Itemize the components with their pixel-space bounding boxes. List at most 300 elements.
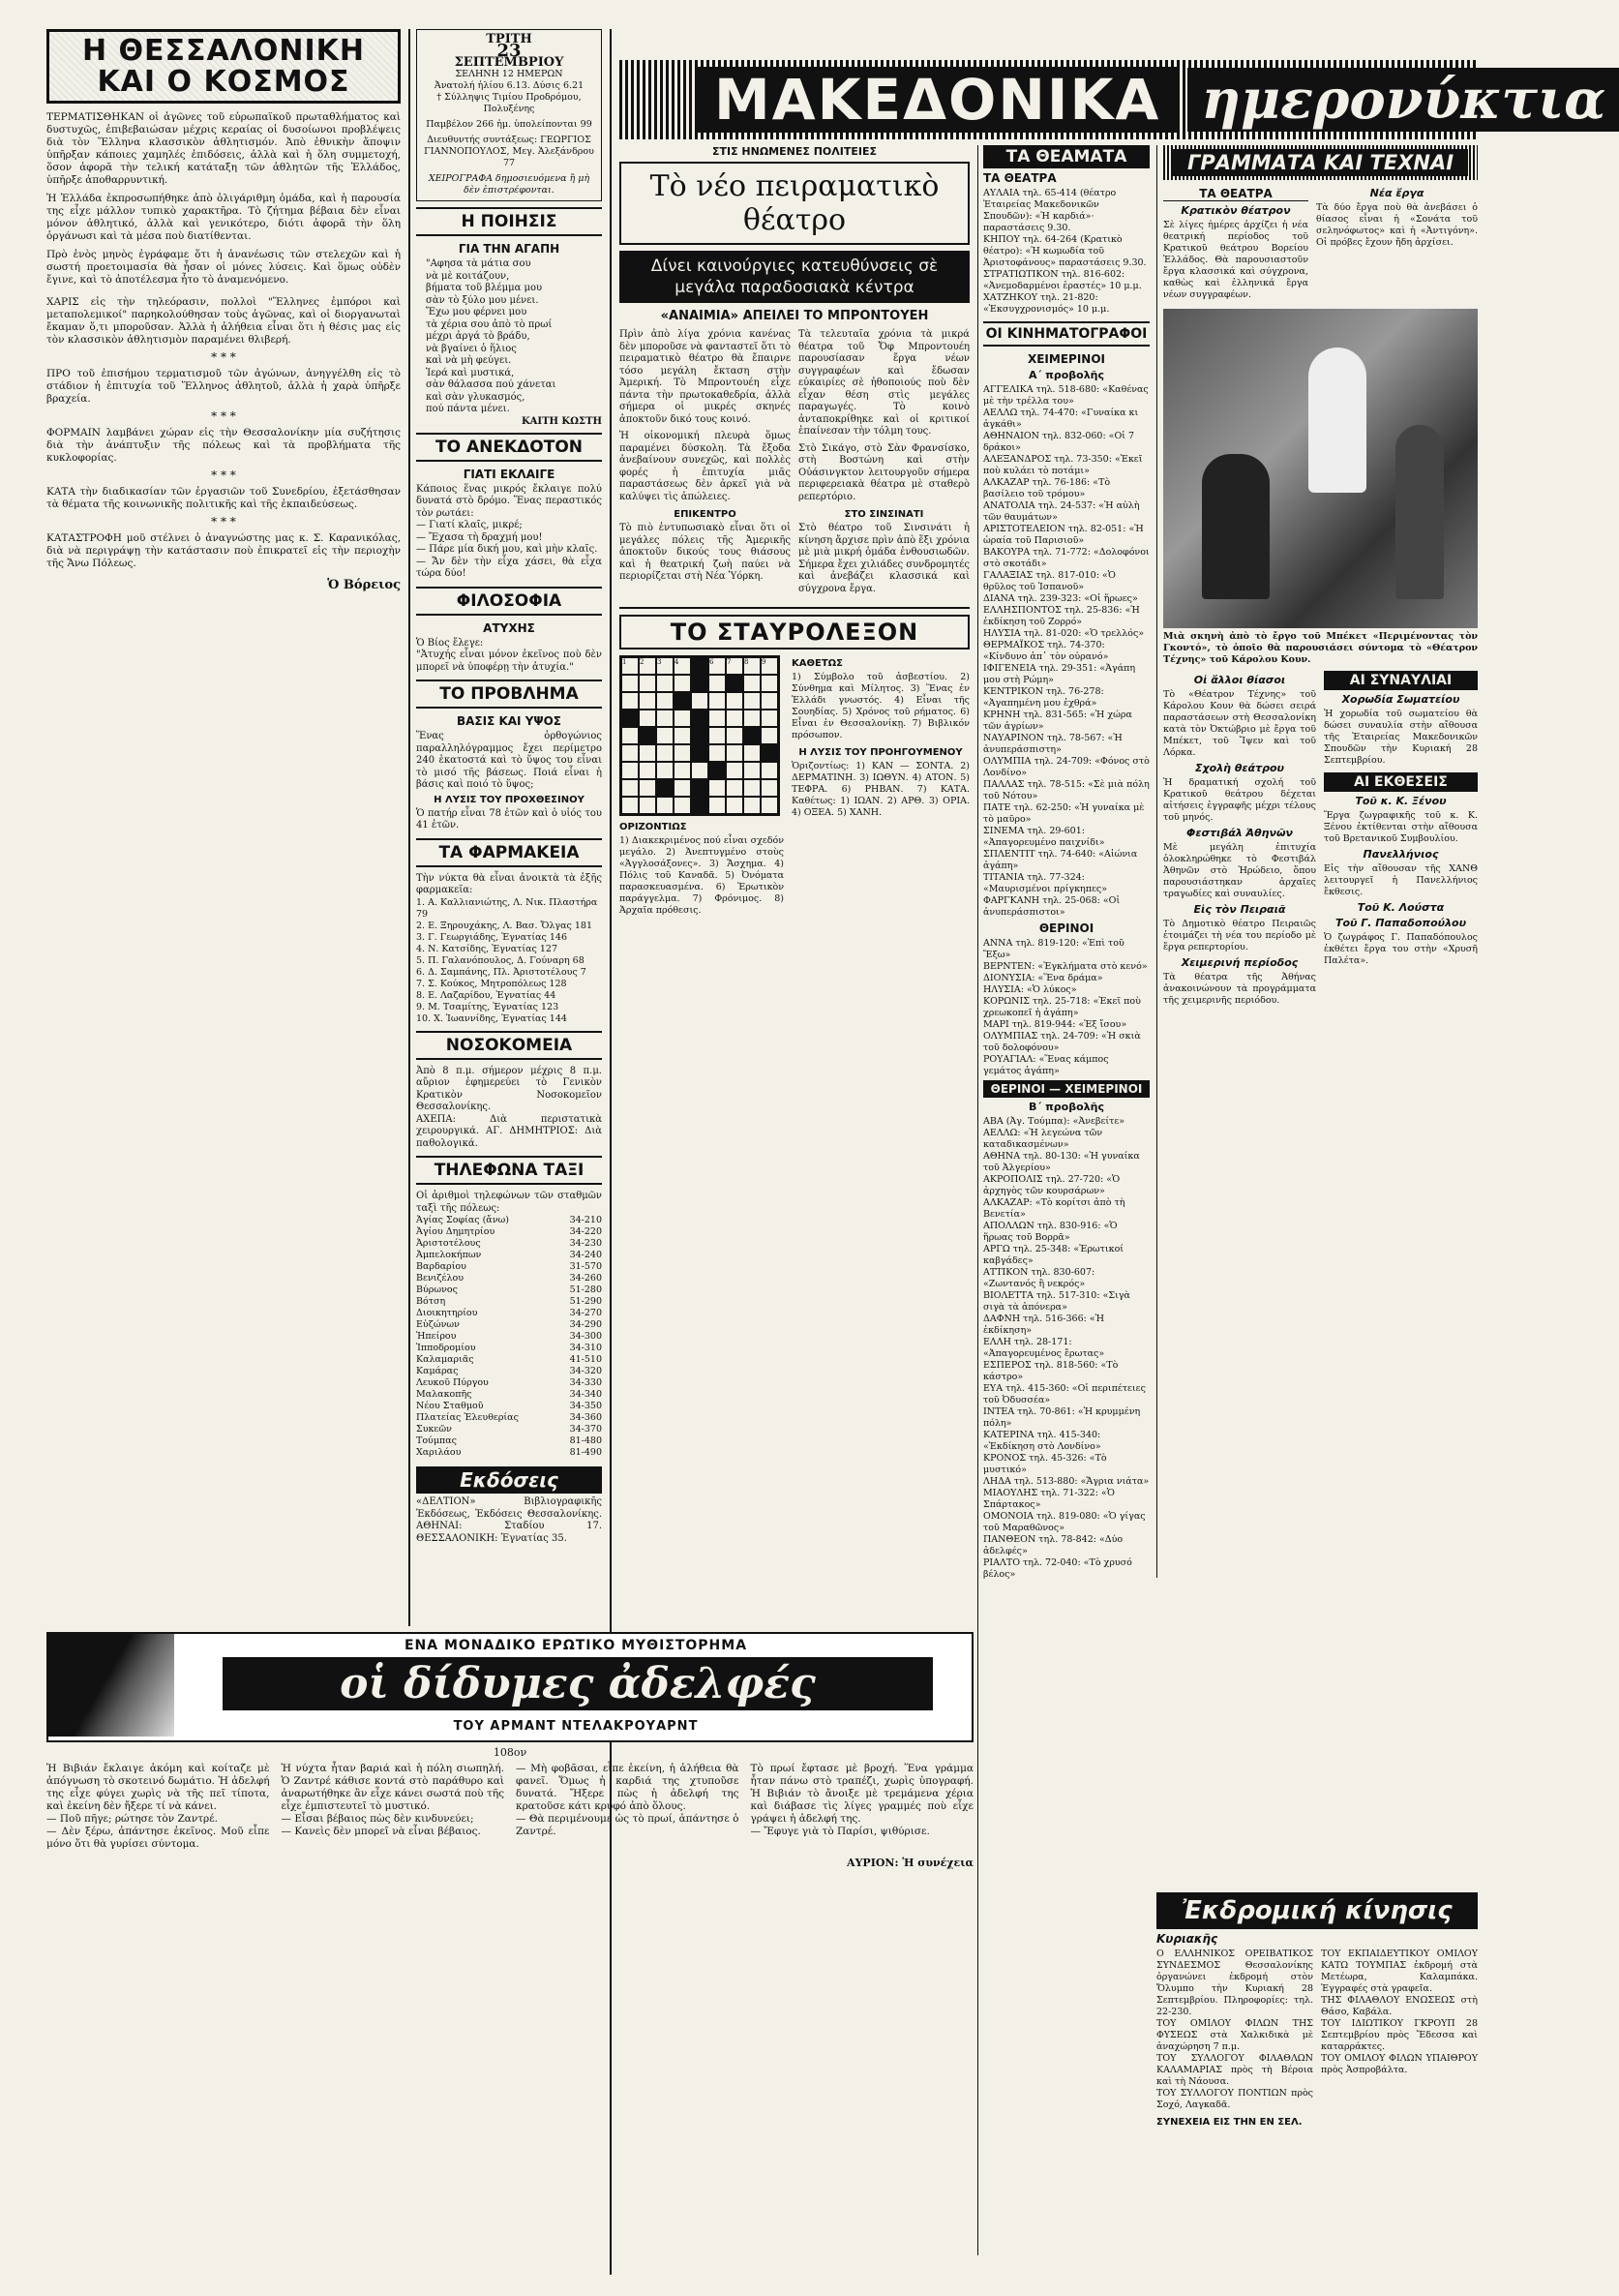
solution-heading: Η ΛΥΣΙΣ ΤΟΥ ΠΡΟΧΘΕΣΙΝΟΥ xyxy=(434,794,585,805)
exhibitions-heading: ΑΙ ΕΚΘΕΣΕΙΣ xyxy=(1324,772,1478,792)
crossword-cell xyxy=(743,692,761,710)
excursions-heading: Ἐκδρομική κίνησις xyxy=(1156,1892,1478,1929)
left-headline: Η ΘΕΣΣΑΛΟΝΙΚΗ ΚΑΙ Ο ΚΟΣΜΟΣ xyxy=(46,29,401,104)
crossword-grid xyxy=(619,655,780,816)
article-paragraph: ΦΟΡΜΑΙΝ λαμβάνει χώραν εἰς τὴν Θεσσαλονίκην μία συζήτησις διὰ τὴν ἀνάπτυξιν τῆς πόλεως καὶ τὰ προβλήματα τῆς κυκλοφορίας. xyxy=(46,427,401,464)
taxi-station: Νέου Σταθμοῦ xyxy=(416,1401,484,1411)
crossword-cell xyxy=(674,762,691,779)
exhibition-title: Πανελλήνιος xyxy=(1363,848,1439,861)
crossword-cell xyxy=(743,779,761,797)
moon-phase: ΣΕΛΗΝΗ 12 ΗΜΕΡΩΝ xyxy=(455,69,563,79)
taxi-entry xyxy=(416,1343,602,1354)
arts-paragraph: Τὰ δύο ἔργα ποὺ θὰ ἀνεβάσει ὁ θίασος εἶναι ἡ «Σονάτα τοῦ σεληνόφωτος» καὶ ἡ «Ἀντιγόνη». Οἱ πρόβες ἔχουν ἤδη ἀρχίσει. xyxy=(1316,202,1478,248)
serial-kicker: ΕΝΑ ΜΟΝΑΔΙΚΟ ΕΡΩΤΙΚΟ ΜΥΘΙΣΤΟΡΗΜΑ xyxy=(404,1638,748,1653)
taxi-phone: 34-360 xyxy=(569,1412,602,1423)
crossword-cell xyxy=(621,692,639,710)
article-subtitle: Δίνει καινούργιες κατευθύνσεις σὲ μεγάλα παραδοσιακὰ κέντρα xyxy=(619,251,970,303)
taxi-entry xyxy=(416,1366,602,1377)
serial-episode: 108ον xyxy=(493,1746,527,1759)
theatre-article xyxy=(619,145,970,917)
serial-text: Τὸ πρωί ἔφτασε μὲ βροχή. Ἕνα γράμμα ἦταν πάνω στὸ τραπέζι, χωρὶς ὑπογραφή. Ἡ Βιβιάν τὸ ἄνοιξε μὲ τρεμάμενα χέρια καὶ διάβασε τὶς λίγες γραμμές ποὺ εἶχε γράψει ἡ ἀδελφή της. — Ἔφυγε γιὰ τὸ Παρίσι, ψιθύρισε. xyxy=(750,1763,974,1837)
separator: * * * xyxy=(211,409,236,423)
crossword-cell xyxy=(656,727,674,744)
serial-continued: ΑΥΡΙΟΝ: Ἡ συνέχεια xyxy=(847,1857,974,1869)
crossword-section xyxy=(619,607,970,917)
banner-subtitle: ημερονύκτια xyxy=(1187,68,1619,132)
serial-author: ΤΟΥ ΑΡΜΑΝΤ ΝΤΕΛΑΚΡΟΥΑΡΝΤ xyxy=(453,1719,699,1734)
taxi-entry xyxy=(416,1354,602,1366)
crossword-cell xyxy=(621,675,639,692)
crossword-cell xyxy=(691,692,708,710)
taxi-phone: 34-350 xyxy=(569,1401,602,1411)
serial-text: Ἡ νύχτα ἦταν βαριά καὶ ἡ πόλη σιωπηλή. Ὁ Ζαντρέ κάθισε κοντά στὸ παράθυρο καὶ ἀναρωτήθηκε ἂν εἶχε κάνει σωστά ποὺ τῆς εἶχε ἐμπιστευτεῖ τὸ μυστικό. — Εἶσαι βέβαιος πὼς δὲν κινδυνεύει; — Κανεὶς δὲν μπορεῖ νὰ εἶναι βέβαιος. xyxy=(281,1763,504,1837)
taxi-entry xyxy=(416,1401,602,1412)
taxi-entry xyxy=(416,1319,602,1331)
taxi-station: Συκεῶν xyxy=(416,1424,452,1435)
taxi-station: Ἀγίου Δημητρίου xyxy=(416,1226,495,1237)
column-rule xyxy=(408,29,410,1626)
taxi-station: Βύρωνος xyxy=(416,1284,458,1295)
crossword-cell xyxy=(708,744,726,762)
arts-column xyxy=(1163,145,1478,1007)
taxi-station: Ἱπποδρομίου xyxy=(416,1343,476,1353)
crossword-cell: 2 xyxy=(639,657,656,675)
taxi-station: Λευκοῦ Πύργου xyxy=(416,1377,489,1388)
separator: * * * xyxy=(211,468,236,482)
figure-silhouette xyxy=(1202,454,1270,599)
crossword-cell xyxy=(656,779,674,797)
poet-name: ΚΑΙΤΗ ΚΩΣΤΗ xyxy=(521,415,602,427)
arts-paragraph: Τὸ Δημοτικὸ θέατρο Πειραιῶς ἑτοιμάζει τὴ νέα του περίοδο μὲ ἔργα ρεπερτορίου. xyxy=(1163,919,1316,952)
crossword-heading: ΤΟ ΣΤΑΥΡΟΛΕΞΟΝ xyxy=(619,615,970,650)
crossword-cell: 6 xyxy=(708,657,726,675)
arts-paragraph: Εἰς τὴν αἴθουσαν τῆς ΧΑΝΘ λειτουργεῖ ἡ Πανελλήνιος ἔκθεσις. xyxy=(1324,863,1478,897)
arts-paragraph: Τὰ θέατρα τῆς Ἀθήνας ἀνακοινώνουν τὰ προγράμματα τῆς χειμερινῆς περιόδου. xyxy=(1163,972,1316,1006)
crossword-cell xyxy=(621,797,639,814)
crossword-cell xyxy=(691,710,708,727)
serial-header xyxy=(46,1632,974,1742)
crossword-cell xyxy=(621,762,639,779)
serial-illustration xyxy=(48,1634,174,1737)
sun-times: Ἀνατολή ἡλίου 6.13. Δύσις 6.21 xyxy=(434,80,585,91)
taxi-entry xyxy=(416,1238,602,1250)
taxi-phone: 34-220 xyxy=(569,1226,602,1237)
summer-cinemas: ΘΕΡΙΝΟΙ xyxy=(1038,921,1094,935)
anecdote-text: Κάποιος ἕνας μικρός ἔκλαιγε πολύ δυνατά στὸ δρόμο. Ἕνας περαστικός τὸν ρωτάει: — Γιατί κλαῖς, μικρέ; — Ἔχασα τὴ δραχμή μου! — Πάρε μία δική μου, καὶ μὴν κλαῖς. — Ἄν δὲν τὴν εἶχα χάσει, θὰ εἶχα τώρα δύο! xyxy=(416,483,602,579)
concerts-heading: ΑΙ ΣΥΝΑΥΛΙΑΙ xyxy=(1324,671,1478,690)
both-cinemas: ΘΕΡΙΝΟΙ — ΧΕΙΜΕΡΙΝΟΙ xyxy=(983,1080,1150,1098)
column-rule xyxy=(610,29,612,2275)
taxi-intro: Οἱ ἀριθμοὶ τηλεφώνων τῶν σταθμῶν ταξὶ τῆς πόλεως: xyxy=(416,1191,602,1214)
taxi-station: Βαρδαρίου xyxy=(416,1261,466,1272)
crossword-cell: 7 xyxy=(726,657,743,675)
taxi-station: Καμάρας xyxy=(416,1366,459,1376)
crossword-cell xyxy=(743,744,761,762)
down-clues: 1) Σύμβολο τοῦ ἀσβεστίου. 2) Σύνθημα καὶ Μίλητος. 3) Ἕνας ἐν Ἑλλάδι γνωστός. 4) Εἶναι τῆς Σουηδίας. 5) Χρόνος τοῦ ρήματος. 6) Εἶναι ἐν Θεσσαλονίκῃ. 7) Βιβλικόν πρόσωπον. xyxy=(792,672,970,740)
column-rule xyxy=(977,145,978,2255)
continued-note: ΣΥΝΕΧΕΙΑ ΕΙΣ ΤΗΝ ΕΝ ΣΕΛ. xyxy=(1156,2117,1303,2128)
crossword-cell xyxy=(656,675,674,692)
crossword-cell xyxy=(726,779,743,797)
column-signature: Ὁ Βόρειος xyxy=(327,578,401,592)
crossword-cell xyxy=(656,797,674,814)
left-column xyxy=(46,29,401,592)
arts-paragraph: Ἡ χορωδία τοῦ σωματείου θὰ δώσει συναυλία στὴν αἴθουσα τῆς Ἑταιρείας Μακεδονικῶν Σπουδῶν τὴν Κυριακή 28 Σεπτεμβρίου. xyxy=(1324,709,1478,766)
taxi-entry xyxy=(416,1308,602,1319)
editor-info: Διευθυντής συντάξεως: ΓΕΩΡΓΙΟΣ ΓΙΑΝΝΟΠΟΥΛΟΣ, Μεγ. Ἀλεξάνδρου 77 xyxy=(424,135,594,168)
crossword-cell xyxy=(674,692,691,710)
article-paragraph: Ἡ Ἑλλάδα ἐκπροσωπήθηκε ἀπὸ ὀλιγάριθμη ὁμάδα, καὶ ἡ παρουσία της εἶχε μάλλον τυπικὸ χαρακτῆρα. Τὸ ζήτημα βέβαια δὲν εἶναι μόνον ἀθλητικό, ἀλλὰ καὶ γενικότερο, διότι ἀφορᾶ τὴν ὅλη ὀργάνωσι καὶ τὰ μέσα ποὺ διατίθενται. xyxy=(46,193,401,242)
pharmacy-entry: 6. Δ. Σαμπάνης, Πλ. Ἀριστοτέλους 7 xyxy=(416,966,586,978)
taxi-entry xyxy=(416,1424,602,1435)
hospital-text: Ἀπὸ 8 π.μ. σήμερον μέχρις 8 π.μ. αὔριον ἐφημερεύει τὸ Γενικὸν Κρατικὸν Νοσοκομεῖον Θεσσαλονίκης. xyxy=(416,1065,602,1112)
article-paragraph: Στὸ θέατρο τοῦ Σινσινάτι ἡ κίνηση ἄρχισε πρὶν ἀπὸ ἕξι χρόνια μὲ μιὰ μικρή ὁμάδα ἐνθουσιωδῶν. Σήμερα ἔχει χιλιάδες συνδρομητές καὶ ἀνεβάζει κλασσικά καὶ σύγχρονα ἔργα. xyxy=(798,523,970,594)
excursions-section xyxy=(1156,1892,1478,2128)
crossword-cell xyxy=(674,744,691,762)
article-paragraph: ΤΕΡΜΑΤΙΣΘΗΚΑΝ οἱ ἀγῶνες τοῦ εὐρωπαϊκοῦ πρωταθλήματος καὶ δυστυχῶς, ἐπιβεβαιώσαν μέχρις κεραίας οἱ δυσοίωνοι προβλέψεις διὰ τὸν Ἕλληνα κλασσικὸν ἀθλητισμόν. Ἀπὸ ἐθνικὴν ἄποψιν ὑπῆρξαν κάποιες χαμηλές ἐπιδόσεις, ἀλλὰ καὶ ἡ ὅλη συμμετοχή, ὅσον ἀφορᾶ τὴν τελική κατάταξη τῶν ἀθλητῶν τῆς Ἑλλάδος, ὑπῆρξε ἀποθαρρυντική. xyxy=(46,111,401,186)
crossword-cell xyxy=(761,744,778,762)
taxi-phone: 34-240 xyxy=(569,1250,602,1260)
athens-festival: Φεστιβάλ Ἀθηνῶν xyxy=(1185,827,1294,839)
crossword-cell xyxy=(656,744,674,762)
taxi-entry xyxy=(416,1284,602,1296)
article-byline: «ΑΝΑΙΜΙΑ» ΑΠΕΙΛΕΙ ΤΟ ΜΠΡΟΝΤΟΥΕΗ xyxy=(660,309,929,323)
article-paragraph: Τὰ τελευταῖα χρόνια τὰ μικρά θέατρα τοῦ Ὄφ Μπροντουέη παρουσίασαν ἔργα νέων συγγραφέων καὶ ἔδωσαν εὐκαιρίες σὲ ἠθοποιούς ποὺ δὲν εἶχαν θέση στὶς μεγάλες παραγωγές. Τὸ κοινὸ ἀνταποκρίθηκε καὶ οἱ κριτικοί ἐπαίνεσαν τὴν τόλμη τους. xyxy=(798,329,970,437)
article-paragraph: Ἡ οἰκονομική πλευρὰ ὅμως παραμένει δύσκολη. Τὰ ἔξοδα ἀνεβαίνουν συνεχῶς, καὶ πολλὲς φορές ἡ ἐπιτυχία μιᾶς παραστάσεως δὲν ἀρκεῖ γιὰ νὰ καλύψει τὶς ἀπώλειες. xyxy=(619,431,791,502)
taxi-heading: ΤΗΛΕΦΩΝΑ ΤΑΞΙ xyxy=(416,1156,602,1185)
taxi-phone: 81-490 xyxy=(569,1447,602,1458)
banner-title: ΜΑΚΕΔΟΝΙΚΑ xyxy=(697,67,1178,133)
taxi-phone: 34-310 xyxy=(569,1343,602,1353)
editions-heading: Εκδόσεις xyxy=(416,1466,602,1494)
taxi-station: Μαλακοπῆς xyxy=(416,1389,472,1400)
day-number: 23 xyxy=(496,41,522,61)
middle-column xyxy=(416,29,602,1545)
taxi-station: Βενιζέλου xyxy=(416,1273,464,1284)
crossword-cell xyxy=(761,779,778,797)
piraeus: Εἰς τὸν Πειραιᾶ xyxy=(1193,903,1286,916)
pharmacy-list xyxy=(416,897,602,1025)
crossword-cell xyxy=(761,692,778,710)
crossword-cell xyxy=(656,692,674,710)
taxi-station: Ἀγίας Σοφίας (ἄνω) xyxy=(416,1215,509,1225)
taxi-phone: 51-290 xyxy=(569,1296,602,1307)
taxi-phone: 51-280 xyxy=(569,1284,602,1295)
crossword-cell xyxy=(691,744,708,762)
crossword-cell: 8 xyxy=(743,657,761,675)
pharmacy-heading: ΤΑ ΦΑΡΜΑΚΕΙΑ xyxy=(416,838,602,867)
taxi-entry xyxy=(416,1273,602,1284)
serial-title: οἱ δίδυμες ἀδελφές xyxy=(223,1657,933,1710)
crossword-cell xyxy=(708,675,726,692)
crossword-cell xyxy=(708,779,726,797)
crossword-cell xyxy=(726,710,743,727)
photo-caption: Μιὰ σκηνὴ ἀπὸ τὸ ἔργο τοῦ Μπέκετ «Περιμένοντας τὸν Γκοντό», τὸ ὁποῖο θὰ παρουσιάσει σύντομα τὸ «Θέατρον Τέχνης» τοῦ Κάρολου Κουν. xyxy=(1163,631,1478,665)
taxi-phone: 31-570 xyxy=(569,1261,602,1272)
crossword-cell xyxy=(621,744,639,762)
article-kicker: ΣΤΙΣ ΗΝΩΜΕΝΕΣ ΠΟΛΙΤΕΙΕΣ xyxy=(711,145,878,158)
taxi-phone: 34-270 xyxy=(569,1308,602,1318)
article-paragraph: ΚΑΤΑ τὴν διαδικασίαν τῶν ἐργασιῶν τοῦ Συνεδρίου, ἐξετάσθησαν τὰ θέματα τῆς κοινωνικῆς πολιτικῆς καὶ τῆς ἐκπαιδεύσεως. xyxy=(46,486,401,510)
taxi-station: Τούμπας xyxy=(416,1435,457,1446)
month: ΣΕΠΤΕΜΒΡΙΟΥ xyxy=(454,55,564,70)
philosophy-text: Ὁ Βίος ἔλεγε: "Ἀτυχής εἶναι μόνον ἐκεῖνος ποὺ δὲν μπορεῖ νὰ ὑποφέρῃ τὴν ἀτυχία." xyxy=(416,637,602,673)
poetry-subtitle: ΓΙΑ ΤΗΝ ΑΓΑΠΗ xyxy=(458,242,560,256)
shows-column xyxy=(983,145,1150,1581)
crossword-cell xyxy=(639,797,656,814)
article-subhead: ΕΠΙΚΕΝΤΡΟ xyxy=(674,509,736,520)
crossword-cell xyxy=(743,797,761,814)
theatre-photo xyxy=(1163,309,1478,628)
poem-text: "Αφησα τὰ μάτια σου νὰ μὲ κοιτάζουν, βήματα τοῦ βλέμμα μου σὰν τὸ ξύλο μου μένει. Ἔχω μου φέρνει μου τὰ χέρια σου ἀπὸ τὸ πρωί μέχρι ἀργά τὸ βράδυ, νὰ βγαίνει ὁ ἥλιος καὶ νὰ μὴ φεύγει. Ἱερά καὶ μυστικά, σὰν θάλασσα πού χάνεται καὶ σὰν γλυκασμός, πού πάντα μένει. xyxy=(426,258,556,414)
pharmacy-entry: 9. Μ. Τσαμίτης, Ἐγνατίας 123 xyxy=(416,1001,559,1012)
figure-silhouette xyxy=(1395,425,1444,599)
problem-subtitle: ΒΑΣΙΣ ΚΑΙ ΥΨΟΣ xyxy=(457,714,561,728)
crossword-cell: 4 xyxy=(674,657,691,675)
crossword-cell xyxy=(621,727,639,744)
cinemas-list: ΑΓΓΕΛΙΚΑ τηλ. 518-680: «Καθένας μὲ τὴν τρέλλα του» ΑΕΛΛΩ τηλ. 74-470: «Γυναίκα κι ἀγκάθι» ΑΘΗΝΑΙΟΝ τηλ. 832-060: «Οἱ 7 δράκοι» ΑΛΕΞΑΝΔΡΟΣ τηλ. 73-350: «Ἐκεῖ ποὺ κυλάει τὸ ποτάμι» ΑΛΚΑΖΑΡ τηλ. 76-186: «Τὸ βασίλειο τοῦ τρόμου» ΑΝΑΤΟΛΙΑ τηλ. 24-537: «Ἡ αὐλὴ τῶν θαυμάτων» ΑΡΙΣΤΟΤΕΛΕΙΟΝ τηλ. 82-051: «Ἡ ὡραία τοῦ Παρισιοῦ» ΒΑΚΟΥΡΑ τηλ. 71-772: «Δολοφόνοι στὸ σκοτάδι» ΓΑΛΑΞΙΑΣ τηλ. 817-010: «Ὁ θρῦλος τοῦ Ἰσπανοῦ» ΔΙΑΝΑ τηλ. 239-323: «Οἱ ἥρωες» ΕΛΛΗΣΠΟΝΤΟΣ τηλ. 25-836: «Ἡ ἐκδίκηση τοῦ Ζορρό» ΗΛΥΣΙΑ τηλ. 81-020: «Ὁ τρελλός» ΘΕΡΜΑΪΚΟΣ τηλ. 74-370: «Κίνδυνο ἀπ᾽ τὸν οὐρανό» ΙΦΙΓΕΝΕΙΑ τηλ. 29-351: «Ἀγάπη μου στὴ Ρώμη» ΚΕΝΤΡΙΚΟΝ τηλ. 76-278: «Ἀγαπημένη μου ἐχθρά» ΚΡΗΝΗ τηλ. 831-565: «Ἡ χώρα τῶν ἀγρίων» ΝΑΥΑΡΙΝΟΝ τηλ. 78-567: «Ἡ ἀνυπεράσπιστη» ΟΛΥΜΠΙΑ τηλ. 24-709: «Φόνος στὸ Λονδίνο» ΠΑΛΛΑΣ τηλ. 78-515: «Σὲ μιὰ πόλη τοῦ Νότου» ΠΑΤΕ τηλ. 62-250: «Ἡ γυναίκα μὲ τὸ μαῦρο» ΣΙΝΕΜΑ τηλ. 29-601: «Ἀπαγορευμένο παιχνίδι» ΣΠΛΕΝΤΙΤ τηλ. 74-640: «Αἰώνια ἀγάπη» ΤΙΤΑΝΙΑ τηλ. 77-324: «Μαυρισμένοι πρίγκηπες» ΦΑΡΓΚΑΝΗ τηλ. 25-068: «Οἱ ἀνυπεράσπιστοι» xyxy=(983,384,1150,918)
shows-heading: ΤΑ ΘΕΑΜΑΤΑ xyxy=(983,145,1150,168)
taxi-phone: 34-210 xyxy=(569,1215,602,1225)
arts-paragraph: Ἔργα ζωγραφικῆς τοῦ κ. Κ. Ξένου ἐκτίθενται στὴν αἴθουσα τοῦ Βρετανικοῦ Συμβουλίου. xyxy=(1324,810,1478,844)
poetry-heading: Η ΠΟΙΗΣΙΣ xyxy=(416,207,602,236)
crossword-cell xyxy=(708,692,726,710)
pharmacy-entry: 5. Π. Γαλανόπουλος, Δ. Γούναρη 68 xyxy=(416,954,585,966)
article-paragraph: ΠΡΟ τοῦ ἐπισήμου τερματισμοῦ τῶν ἀγώνων, ἀνηγγέλθη εἰς τὸ στάδιον ἡ ἐπιτυχία τοῦ Ἕλληνος ἀθλητοῦ, ἀλλὰ ἡ χαρὰ ὑπῆρξε βραχεία. xyxy=(46,368,401,405)
crossword-cell xyxy=(726,762,743,779)
taxi-phone: 34-290 xyxy=(569,1319,602,1330)
crossword-cell xyxy=(639,762,656,779)
arts-paragraph: Μὲ μεγάλη ἐπιτυχία ὁλοκληρώθηκε τὸ Φεστιβάλ Ἀθηνῶν στὸ Ἡρώδειο, ὅπου παρουσιάστηκαν ἀρχαῖες τραγωδίες καὶ συναυλίες. xyxy=(1163,842,1316,899)
serial-text: Ἡ Βιβιάν ἔκλαιγε ἀκόμη καὶ κοίταζε μὲ ἀπόγνωση τὸ σκοτεινό δωμάτιο. Ἡ ἀδελφή της εἶχε φύγει χωρὶς νὰ τῆς πεῖ τίποτα, καὶ ἐκείνη δὲν ἤξερε τί νὰ κάνει. — Ποῦ πῆγε; ρώτησε τὸν Ζαντρέ. — Δὲν ξέρω, ἀπάντησε ἐκεῖνος. Μοῦ εἶπε μόνο ὅτι θὰ γυρίσει σύντομα. xyxy=(46,1763,270,1850)
taxi-entry xyxy=(416,1331,602,1343)
pharmacy-entry: 4. Ν. Κατσίδης, Ἐγνατίας 127 xyxy=(416,943,558,954)
anecdote-subtitle: ΓΙΑΤΙ ΕΚΛΑΙΓΕ xyxy=(463,467,555,481)
article-subhead: ΣΤΟ ΣΙΝΣΙΝΑΤΙ xyxy=(844,509,924,520)
crossword-cell xyxy=(743,727,761,744)
theatre-subheading: ΤΑ ΘΕΑΤΡΑ xyxy=(1163,187,1308,201)
new-plays: Νέα ἔργα xyxy=(1369,187,1424,199)
problem-text: Ἕνας ὀρθογώνιος παραλληλόγραμμος ἔχει περίμετρο 240 ἑκατοστά καὶ τὸ ὕψος του εἶναι τὸ μισό τῆς βάσεως. Ποιά εἶναι ἡ βάσις καὶ ποιό τὸ ὕψος; xyxy=(416,731,602,790)
crossword-cell xyxy=(639,744,656,762)
section-banner xyxy=(619,60,1606,139)
weekday: ΤΡΙΤΗ xyxy=(486,32,532,46)
taxi-phone: 41-510 xyxy=(569,1354,602,1365)
column-rule xyxy=(1156,145,1157,1578)
taxi-entry xyxy=(416,1447,602,1459)
article-title: Τὸ νέο πειραματικὸ θέατρο xyxy=(619,162,970,245)
taxi-phone: 34-300 xyxy=(569,1331,602,1342)
cinemas-list: ΑΝΝΑ τηλ. 819-120: «Ἐπὶ τοῦ Ἔξω» ΒΕΡΝΤΕΝ: «Ἐγκλήματα στὸ κενό» ΔΙΟΝΥΣΙΑ: «Ἕνα δράμα» ΗΛΥΣΙΑ: «Ὁ λύκος» ΚΟΡΩΝΙΣ τηλ. 25-718: «Ἐκεῖ ποὺ χρεωκοπεῖ ἡ ἀγάπη» ΜΑΡΙ τηλ. 819-944: «Ἐξ ἴσου» ΟΛΥΜΠΙΑΣ τηλ. 24-709: «Ἡ σκιὰ τοῦ δολοφόνου» ΡΟΥΑΓΙΑΛ: «Ἕνας κάμπος γεμάτος ἀγάπη» xyxy=(983,938,1148,1076)
taxi-phone: 34-340 xyxy=(569,1389,602,1400)
crossword-cell xyxy=(621,710,639,727)
pharmacy-entry: 8. Ε. Λαζαρίδου, Ἐγνατίας 44 xyxy=(416,989,556,1001)
crossword-cell xyxy=(708,727,726,744)
crossword-cell xyxy=(708,797,726,814)
crossword-cell xyxy=(691,727,708,744)
taxi-phone: 34-330 xyxy=(569,1377,602,1388)
article-paragraph: Πρὸ ἑνὸς μηνὸς ἐγράφαμε ὅτι ἡ ἀνανέωσις τῶν στελεχῶν καὶ ἡ σωστή προετοιμασία θὰ ἦσαν οἱ μόνες λύσεις. Καὶ ὅμως οὐδὲν ἔγινε, καὶ τὸ ἀποτέλεσμα ἦτο τὸ ἀναμενόμενο. xyxy=(46,249,401,286)
taxi-station: Ἀριστοτέλους xyxy=(416,1238,481,1249)
crossword-cell xyxy=(674,710,691,727)
crossword-cell xyxy=(674,675,691,692)
taxi-station: Διοικητηρίου xyxy=(416,1308,478,1318)
article-paragraph: Στὸ Σικάγο, στὸ Σὰν Φρανσίσκο, στὴ Βοστώνη καὶ στὴν Οὐάσινγκτον λειτουργοῦν σήμερα περιφερειακὰ θέατρα μὲ σταθερὸ ρεπερτόριο. xyxy=(798,442,970,502)
problem-heading: ΤΟ ΠΡΟΒΛΗΜΑ xyxy=(416,680,602,709)
crossword-cell xyxy=(656,762,674,779)
taxi-station: Πλατείας Ἐλευθερίας xyxy=(416,1412,519,1423)
cinemas-heading: ΟΙ ΚΙΝΗΜΑΤΟΓΡΑΦΟΙ xyxy=(983,321,1150,347)
crossword-cell xyxy=(639,710,656,727)
arts-paragraph: Σὲ λίγες ἡμέρες ἀρχίζει ἡ νέα θεατρική περίοδος τοῦ Κρατικοῦ θεάτρου Βορείου Ἑλλάδος. Θὰ παρουσιαστοῦν ἔργα κλασσικά καὶ σύγχρονα, καθὼς καὶ ἑλληνικά ἔργα νέων συγγραφέων. xyxy=(1163,220,1308,300)
hospital-heading: ΝΟΣΟΚΟΜΕΙΑ xyxy=(416,1031,602,1060)
arts-paragraph: Ὁ ζωγράφος Γ. Παπαδόπουλος ἐκθέτει ἔργα του στὴν «Χρυσῆ Παλέτα». xyxy=(1324,932,1478,966)
crossword-cell xyxy=(674,779,691,797)
theatres-subheading: ΤΑ ΘΕΑΤΡΑ xyxy=(983,171,1057,185)
crossword-cell xyxy=(691,797,708,814)
taxi-phone: 34-260 xyxy=(569,1273,602,1284)
crossword-cell xyxy=(691,779,708,797)
taxi-phone: 34-320 xyxy=(569,1366,602,1376)
pharmacy-entry: 2. Ε. Ξηρουχάκης, Λ. Βασ. Ὄλγας 181 xyxy=(416,920,592,931)
pharmacy-entry: 10. Χ. Ἰωαννίδης, Ἐγνατίας 144 xyxy=(416,1012,567,1024)
figure-silhouette xyxy=(1308,347,1366,493)
pharmacy-entry: 3. Γ. Γεωργιάδης, Ἐγνατίας 146 xyxy=(416,931,567,943)
taxi-station: Χαριλάου xyxy=(416,1447,462,1458)
taxi-phone: 34-370 xyxy=(569,1424,602,1435)
anecdote-heading: ΤΟ ΑΝΕΚΔΟΤΟΝ xyxy=(416,433,602,462)
manuscript-note: ΧΕΙΡΟΓΡΑΦΑ δημοσιευόμενα ἢ μὴ δὲν ἐπιστρέφονται. xyxy=(428,173,590,196)
separator: * * * xyxy=(211,350,236,364)
taxi-list xyxy=(416,1215,602,1459)
crossword-cell xyxy=(708,710,726,727)
pharmacy-intro: Τὴν νύκτα θὰ εἶναι ἀνοικτὰ τὰ ἑξῆς φαρμακεῖα: xyxy=(416,872,602,895)
crossword-cell xyxy=(743,710,761,727)
excursions-day: Κυριακῆς xyxy=(1156,1932,1218,1946)
taxi-station: Καλαμαριᾶς xyxy=(416,1354,474,1365)
arts-heading: ΓΡΑΜΜΑΤΑ ΚΑΙ ΤΕΧΝΑΙ xyxy=(1173,149,1468,176)
crossword-cell xyxy=(674,797,691,814)
arts-paragraph: Ἡ δραματική σχολή τοῦ Κρατικοῦ θεάτρου δέχεται αἰτήσεις ἐγγραφῆς μέχρι τέλους τοῦ μηνός. xyxy=(1163,777,1316,823)
excursions-text: ΤΟΥ ΕΚΠΑΙΔΕΥΤΙΚΟΥ ΟΜΙΛΟΥ ΚΑΤΩ ΤΟΥΜΠΑΣ ἐκδρομή στὰ Μετέωρα, Καλαμπάκα. Ἐγγραφές στὰ γραφεῖα. ΤΗΣ ΦΙΛΑΘΛΟΥ ΕΝΩΣΕΩΣ στὴ Θάσο, Καβάλα. ΤΟΥ ΙΔΙΩΤΙΚΟΥ ΓΚΡΟΥΠ 28 Σεπτεμβρίου πρὸς Ἔδεσσα καὶ καταρράκτες. ΤΟΥ ΟΜΙΛΟΥ ΦΙΛΩΝ ΥΠΑΙΘΡΟΥ πρὸς Ἀσπροβάλτα. xyxy=(1321,1949,1478,2075)
philosophy-subtitle: ΑΤΥΧΗΣ xyxy=(483,620,535,635)
crossword-cell xyxy=(639,675,656,692)
across-heading: ΟΡΙΖΟΝΤΙΩΣ xyxy=(619,822,687,832)
excursions-text: Ο ΕΛΛΗΝΙΚΟΣ ΟΡΕΙΒΑΤΙΚΟΣ ΣΥΝΔΕΣΜΟΣ Θεσσαλονίκης ὀργανώνει ἐκδρομή στὸν Ὄλυμπο τὴν Κυριακή 28 Σεπτεμβρίου. Πληροφορίες: τηλ. 22-230. ΤΟΥ ΟΜΙΛΟΥ ΦΙΛΩΝ ΤΗΣ ΦΥΣΕΩΣ στὰ Χαλκιδικὰ μὲ ἀναχώρηση 7 π.μ. ΤΟΥ ΣΥΛΛΟΓΟΥ ΦΙΛΑΘΛΩΝ ΚΑΛΑΜΑΡΙΑΣ πρὸς τὴ Βέροια καὶ τὴ Νάουσα. ΤΟΥ ΣΥΛΛΟΓΟΥ ΠΟΝΤΙΩΝ πρὸς Σοχό, Λαγκαδᾶ. xyxy=(1156,1949,1313,2110)
cinemas-list: ΑΒΑ (Ἀγ. Τούμπα): «Ἀνεβείτε» ΑΕΛΛΩ: «Ἡ λεγεώνα τῶν καταδικασμένων» ΑΘΗΝΑ τηλ. 80-130: «Ἡ γυναίκα τοῦ Ἀλγερίου» ΑΚΡΟΠΟΛΙΣ τηλ. 27-720: «Ὁ ἀρχηγὸς τῶν κουρσάρων» ΑΛΚΑΖΑΡ: «Τὸ κορίτσι ἀπὸ τὴ Βενετία» ΑΠΟΛΛΩΝ τηλ. 830-916: «Ὁ ἥρωας τοῦ Βορρᾶ» ΑΡΓΩ τηλ. 25-348: «Ἐρωτικοί καβγάδες» ΑΤΤΙΚΟΝ τηλ. 830-607: «Ζωντανός ἢ νεκρός» ΒΙΟΛΕΤΤΑ τηλ. 517-310: «Σιγὰ σιγὰ τὰ ἀπόνερα» ΔΑΦΝΗ τηλ. 516-366: «Ἡ ἐκδίκηση» ΕΛΛΗ τηλ. 28-171: «Ἀπαγορευμένος ἔρωτας» ΕΣΠΕΡΟΣ τηλ. 818-560: «Τὸ κάστρο» ΕΥΑ τηλ. 415-360: «Οἱ περιπέτειες τοῦ Ὀδυσσέα» ΙΝΤΕΑ τηλ. 70-861: «Ἡ κρυμμένη πόλη» ΚΑΤΕΡΙΝΑ τηλ. 415-340: «Ἐκδίκηση στὸ Λονδίνο» ΚΡΟΝΟΣ τηλ. 45-326: «Τὸ μυστικό» ΛΗΔΑ τηλ. 513-880: «Ἄγρια νιάτα» ΜΙΑΟΥΛΗΣ τηλ. 71-322: «Ὁ Σπάρτακος» ΟΜΟΝΟΙΑ τηλ. 819-080: «Ὁ γίγας τοῦ Μαραθῶνος» ΠΑΝΘΕΟΝ τηλ. 78-842: «Δύο ἀδελφές» ΡΙΑΛΤΟ τηλ. 72-040: «Τὸ χρυσό βέλος» xyxy=(983,1116,1150,1580)
crossword-solution: Ὁριζοντίως: 1) ΚΑΝ — ΣΟΝΤΑ. 2) ΔΕΡΜΑΤΙΝΗ. 3) ΙΩΘΥΝ. 4) ΑΤΟΝ. 5) ΤΕΦΡΑ. 6) ΡΗΒΑΝ. 7) ΚΑΤΑ. Καθέτως: 1) ΙΩΑΝ. 2) ΑΡΘ. 3) ΟΡΙΑ. 4) ΟΞΕΑ. 5) ΧΑΝΗ. xyxy=(792,761,970,818)
crossword-cell: 1 xyxy=(621,657,639,675)
drama-school: Σχολὴ θεάτρου xyxy=(1195,762,1284,774)
taxi-station: Εὐζώνων xyxy=(416,1319,460,1330)
taxi-entry xyxy=(416,1389,602,1401)
taxi-entry xyxy=(416,1435,602,1447)
editions-text: «ΔΕΛΤΙΟΝ» Βιβλιογραφικῆς Ἐκδόσεως, Ἐκδόσεις Θεσσαλονίκης. ΑΘΗΝΑΙ: Σταδίου 17. ΘΕΣΣΑΛΟΝΙΚΗ: Ἐγνατίας 35. xyxy=(416,1496,602,1544)
article-paragraph: Τὸ πιὸ ἐντυπωσιακὸ εἶναι ὅτι οἱ μεγάλες πόλεις τῆς Ἀμερικῆς ἀποκτοῦν δικούς τους θιάσους καὶ ἡ θεατρική ζωὴ παύει νὰ περιορίζεται στὴ Νέα Ὑόρκη. xyxy=(619,523,791,582)
crossword-cell xyxy=(726,797,743,814)
arts-paragraph: Τὸ «Θέατρον Τέχνης» τοῦ Κάρολου Κουν θὰ δώσει σειρά παραστάσεων στὴ Θεσσαλονίκη κατὰ τὸν Ὀκτώβριο μὲ ἔργα τοῦ Μπέκετ, τοῦ Ἴψεν καὶ τοῦ Λόρκα. xyxy=(1163,689,1316,758)
taxi-entry xyxy=(416,1215,602,1226)
crossword-cell: 3 xyxy=(656,657,674,675)
first-run: Α΄ προβολῆς xyxy=(1028,369,1105,381)
crossword-cell xyxy=(639,779,656,797)
taxi-entry xyxy=(416,1226,602,1238)
crossword-cell xyxy=(761,727,778,744)
crossword-cell xyxy=(621,779,639,797)
crossword-cell xyxy=(708,762,726,779)
taxi-station: Ἡπείρου xyxy=(416,1331,457,1342)
crossword-cell xyxy=(761,675,778,692)
second-run: Β΄ προβολῆς xyxy=(1029,1101,1104,1113)
state-theatre: Κρατικὸν θέατρον xyxy=(1181,204,1291,217)
exhibition-title: Τοῦ Κ. Λούστα xyxy=(1357,901,1445,914)
crossword-cell: 9 xyxy=(761,657,778,675)
across-clues: 1) Διακεκριμένος πού εἶναι σχεδόν μεγάλο. 2) Ἀνεπτυγμένο στοὺς «Ἀγγλοσάξονες». 3) Ἄσχημα. 4) Πόλις τοῦ Καναδᾶ. 5) Ὀνόματα παρασκευασμένα. 6) Ἐρωτικὸν παράγγελμα. 7) Φρόνιμος. 8) Ἀρχαῖα πρόθεσις. xyxy=(619,835,784,916)
taxi-entry xyxy=(416,1377,602,1389)
crossword-cell xyxy=(726,692,743,710)
pharmacy-entry: 7. Σ. Κούκος, Μητροπόλεως 128 xyxy=(416,978,567,989)
arts-heading-box xyxy=(1163,145,1478,180)
crossword-cell xyxy=(761,710,778,727)
separator: * * * xyxy=(211,515,236,529)
crossword-solution-heading: Η ΛΥΣΙΣ ΤΟΥ ΠΡΟΗΓΟΥΜΕΝΟΥ xyxy=(798,747,963,758)
crossword-cell xyxy=(743,762,761,779)
date-box xyxy=(416,29,602,201)
serial-novel xyxy=(46,1632,974,1869)
crossword-cell xyxy=(639,692,656,710)
exhibition-title: Τοῦ κ. Κ. Ξένου xyxy=(1355,795,1447,807)
issue-info: Παμβέλον 266 ἡμ. ὑπολείπονται 99 xyxy=(426,119,592,130)
down-heading: ΚΑΘΕΤΩΣ xyxy=(792,658,843,669)
crossword-cell xyxy=(726,727,743,744)
choir: Χορωδία Σωματείου xyxy=(1341,693,1460,706)
crossword-cell xyxy=(691,675,708,692)
feast-day: † Σύλληψις Τιμίου Προδρόμου, Πολυξένης xyxy=(436,92,582,114)
theatres-list: ΑΥΛΑΙΑ τηλ. 65-414 (θέατρο Ἑταιρείας Μακεδονικῶν Σπουδῶν): «Ἡ καρδιά»· παραστάσεις 9.30. ΚΗΠΟΥ τηλ. 64-264 (Κρατικὸ θέατρο): «Ἡ κωμωδία τοῦ Ἀριστοφάνους» παραστάσεις 9.30. ΣΤΡΑΤΙΩΤΙΚΟΝ τηλ. 816-602: «Ἀνεμοδαρμένοι ἐραστές» 10 μ.μ. ΧΑΤΖΗΚΟΥ τηλ. 21-820: «Ἐκσυγχρονισμός» 10 μ.μ. xyxy=(983,188,1147,315)
crossword-cell xyxy=(656,710,674,727)
taxi-phone: 34-230 xyxy=(569,1238,602,1249)
crossword-cell xyxy=(691,657,708,675)
crossword-cell xyxy=(726,675,743,692)
taxi-phone: 81-480 xyxy=(569,1435,602,1446)
philosophy-heading: ΦΙΛΟΣΟΦΙΑ xyxy=(416,587,602,616)
pharmacy-entry: 1. Α. Καλλιανιώτης, Λ. Νικ. Πλαστήρα 79 xyxy=(416,896,598,920)
taxi-entry xyxy=(416,1412,602,1424)
serial-text: — Μὴ φοβᾶσαι, εἶπε ἐκείνη, ἡ ἀλήθεια θὰ φανεῖ. Ὅμως ἡ καρδιά της χτυποῦσε δυνατά. Ἤξερε πὼς ἡ ἀδελφή της κρατοῦσε κάτι κρυφό ἀπὸ ὅλους. — Θὰ περιμένουμε ὡς τὸ πρωί, ἀπάντησε ὁ Ζαντρέ. xyxy=(516,1763,739,1837)
article-paragraph: ΧΑΡΙΣ εἰς τὴν τηλεόρασιν, πολλοὶ "Ἕλληνες ἐμπόροι καὶ μεταπολεμικοί" παρηκολούθησαν τοὺς ἀγῶνας, καὶ οἱ διοργανωταὶ ἔκαμαν ὅ,τι μποροῦσαν. Ἀλλὰ ἡ ἀλήθεια εἶναι ὅτι ἡ θέσις μας εἰς τὸν κλασσικὸν ἀθλητισμὸν παραμένει θλιβερή. xyxy=(46,296,401,346)
hospital-text: ΑΧΕΠΑ: Διὰ περιστατικὰ χειρουργικά. ΑΓ. ΔΗΜΗΤΡΙΟΣ: Διὰ παθολογικά. xyxy=(416,1113,602,1149)
crossword-cell xyxy=(639,727,656,744)
other-troupes: Οἱ ἄλλοι θίασοι xyxy=(1193,674,1286,686)
crossword-cell xyxy=(743,675,761,692)
winter-season: Χειμερινή περίοδος xyxy=(1181,956,1299,969)
crossword-cell xyxy=(691,762,708,779)
taxi-entry xyxy=(416,1296,602,1308)
solution-text: Ὁ πατήρ εἶναι 78 ἐτῶν καὶ ὁ υἱός του 41 ἐτῶν. xyxy=(416,807,602,831)
exhibition-title: Τοῦ Γ. Παπαδοπούλου xyxy=(1334,917,1467,929)
taxi-entry xyxy=(416,1250,602,1261)
article-paragraph: Πρὶν ἀπὸ λίγα χρόνια κανένας δὲν μποροῦσε νὰ φανταστεῖ ὅτι τὸ πειραματικὸ θέατρο θὰ ἔπαιρνε τόσο μεγάλη ἔκταση στὴν Ἀμερική. Τὸ Μπροντουέη εἶχε πάντα τὴν πρωτοκαθεδρία, ἀλλὰ σήμερα οἱ μικρές σκηνές ἀποκτοῦν δικό τους κοινό. xyxy=(619,329,791,425)
winter-cinemas: ΧΕΙΜΕΡΙΝΟΙ xyxy=(1027,352,1106,366)
taxi-entry xyxy=(416,1261,602,1273)
crossword-cell xyxy=(674,727,691,744)
taxi-station: Ἀμπελοκήπων xyxy=(416,1250,482,1260)
taxi-station: Βότση xyxy=(416,1296,446,1307)
article-paragraph: ΚΑΤΑΣΤΡΟΦΗ μοῦ στέλνει ὁ ἀναγνώστης μας κ. Σ. Καρανικόλας, διὰ νὰ περιγράψῃ τὴν κατάστασιν ποὺ ἐπικρατεῖ εἰς τὴν περιοχὴν τῆς Ἄνω Πόλεως. xyxy=(46,532,401,569)
crossword-cell xyxy=(726,744,743,762)
crossword-cell xyxy=(761,762,778,779)
crossword-cell xyxy=(761,797,778,814)
